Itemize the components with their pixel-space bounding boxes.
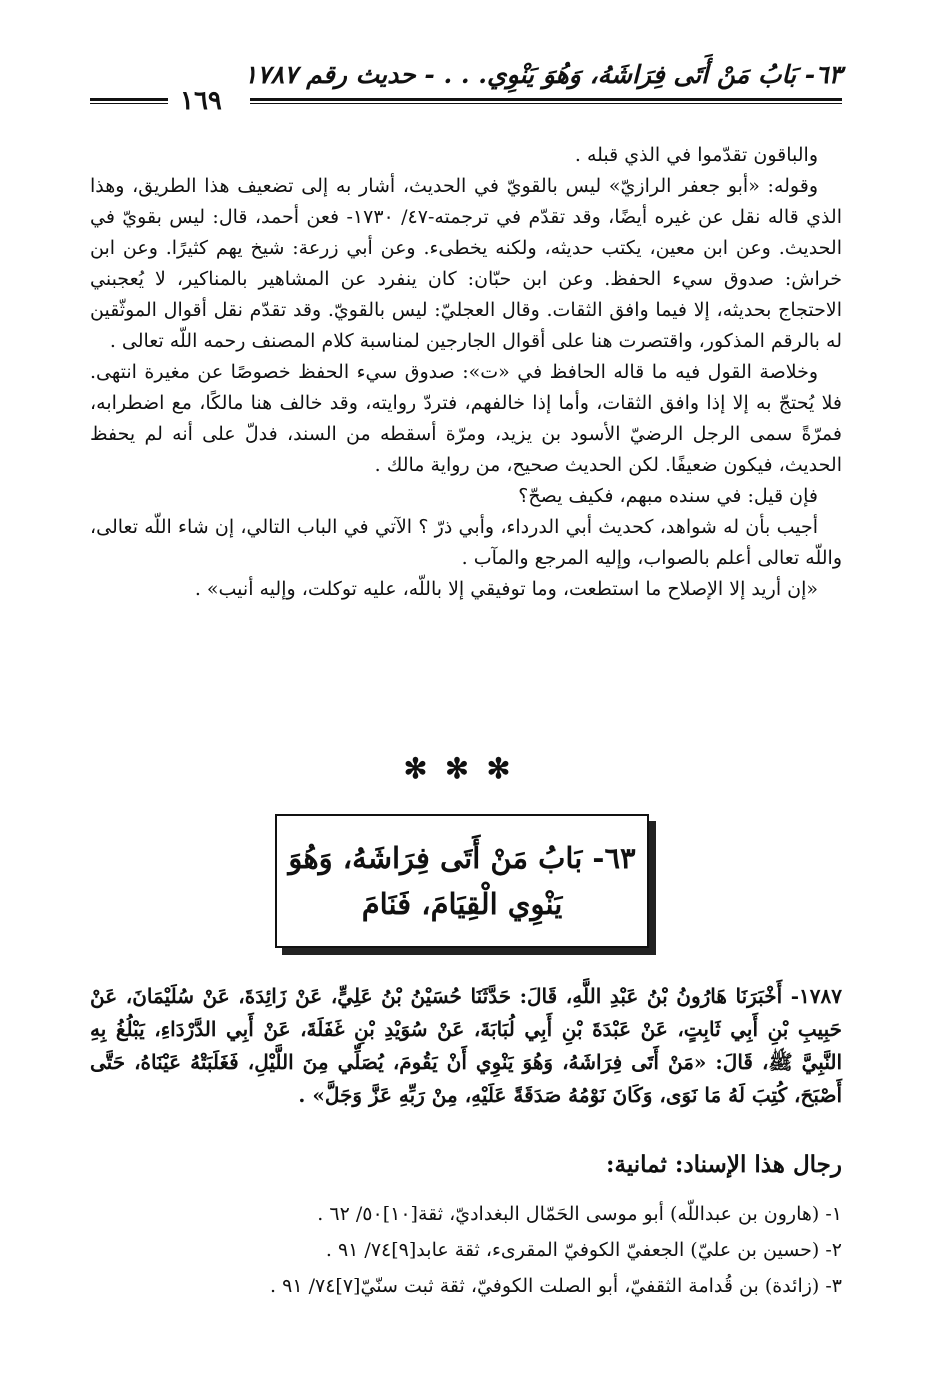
narrators-list xyxy=(142,1196,842,1304)
narrator-entry: ٢- (حسين بن عليّ) الجعفيّ الكوفيّ المقرىء، ثقة عابد[٩]٧٤/ ٩١ . xyxy=(325,1239,842,1261)
closing-quote: «إن أريد إلا الإصلاح ما استطعت، وما توفيقي إلا باللّه، عليه توكلت، وإليه أنيب» . xyxy=(194,578,818,600)
narrators-heading: رجال هذا الإسناد: ثمانية: xyxy=(606,1151,842,1178)
chapter-heading-box xyxy=(275,814,649,948)
running-head: ٦٣- بَابُ مَنْ أَتَى فِرَاشَهُ، وَهُوَ يَنْوِي. . . - حديث رقم ١٧٨٧ xyxy=(243,60,842,89)
chapter-title-line-2: يَنْوِي الْقِيَامَ، فَنَامَ xyxy=(361,887,563,921)
header-rule-short xyxy=(90,98,168,104)
header-rule xyxy=(250,98,842,104)
commentary-paragraph: وخلاصة القول فيه ما قاله الحافظ في «ت»: صدوق سيء الحفظ خصوصًا عن مغيرة انتهى. فلا يُحتجّ به إلا إذا وافق الثقات، وأما إذا خالفهم، فتردّ روايته، وقد خالف هنا مالكًا، مع اضطرابه، فمرّةً سمى الرجل الرضيّ الأسود بن يزيد، ومرّة أسقطه من السند، فدلّ على أنه لم يحفظ الحديث، فيكون ضعيفًا. لكن الحديث صحيح، من رواية مالك . xyxy=(90,361,842,476)
section-separator: ✻✻✻ xyxy=(403,752,529,785)
commentary-section xyxy=(90,140,842,605)
commentary-paragraph: فإن قيل: في سنده مبهم، فكيف يصحّ؟ xyxy=(518,485,818,507)
page-number: ١٦٩ xyxy=(180,86,222,116)
narrator-entry: ١- (هارون بن عبداللّه) أبو موسى الحَمّال البغداديّ، ثقة[١٠]٥٠/ ٦٢ . xyxy=(317,1203,842,1225)
page-header xyxy=(90,58,842,128)
commentary-paragraph: وقوله: «أبو جعفر الرازيّ» ليس بالقويّ في الحديث، أشار به إلى تضعيف هذا الطريق، وهذا الذي قاله نقل عن غيره أيضًا، وقد تقدّم في ترجمته-٤٧/ ١٧٣٠- فعن أحمد، قال: ليس بقويّ في الحديث. وعن ابن معين، يكتب حديثه، ولكنه يخطىء. وعن أبي زرعة: شيخ يهم كثيرًا. وعن ابن خراش: صدوق سيء الحفظ. وعن ابن حبّان: كان ينفرد عن المشاهير بالمناكير، لا يُعجبني الاحتجاج بحديثه، إلا فيما وافق الثقات. وقال العجليّ: ليس بالقويّ. وقد تقدّم نقل أقوال الموثّقين له بالرقم المذكور، واقتصرت هنا على أقوال الجارجين لمناسبة كلام المصنف رحمه اللّه تعالى . xyxy=(90,175,842,352)
hadith-text xyxy=(90,980,842,1112)
narrator-entry: ٣- (زائدة) بن قُدامة الثقفيّ، أبو الصلت الكوفيّ، ثقة ثبت سنّيّ[٧]٧٤/ ٩١ . xyxy=(270,1275,842,1297)
commentary-paragraph: أجيب بأن له شواهد، كحديث أبي الدرداء، وأبي ذرّ ؟ الآتي في الباب التالي، إن شاء اللّه تعالى، واللّه تعالى أعلم بالصواب، وإليه المرجع والمآب . xyxy=(90,516,842,569)
hadith-paragraph: ١٧٨٧- أَخْبَرَنَا هَارُونُ بْنُ عَبْدِ اللَّهِ، قَالَ: حَدَّثَنَا حُسَيْنُ بْنُ عَلِيٍّ، عَنْ زَائِدَةَ، عَنْ سُلَيْمَانَ، عَنْ حَبِيبِ بْنِ أَبِي ثَابِتٍ، عَنْ عَبْدَةَ بْنِ أَبِي لُبَابَةَ، عَنْ سُوَيْدِ بْنِ غَفَلَةَ، عَنْ أَبِي الدَّرْدَاءِ، يَبْلُغُ بِهِ النَّبِيَّ ﷺ، قَالَ: «مَنْ أَتَى فِرَاشَهُ، وَهُوَ يَنْوِي أَنْ يَقُومَ، يُصَلِّي مِنَ اللَّيْلِ، فَغَلَبَتْهُ عَيْنَاهُ، حَتَّى أَصْبَحَ، كُتِبَ لَهُ مَا نَوَى، وَكَانَ نَوْمُهُ صَدَقَةً عَلَيْهِ، مِنْ رَبِّهِ عَزَّ وَجَلَّ» . xyxy=(90,984,843,1107)
commentary-paragraph: والباقون تقدّموا في الذي قبله . xyxy=(574,144,818,166)
chapter-title-line-1: ٦٣- بَابُ مَنْ أَتَى فِرَاشَهُ، وَهُوَ xyxy=(288,841,636,875)
